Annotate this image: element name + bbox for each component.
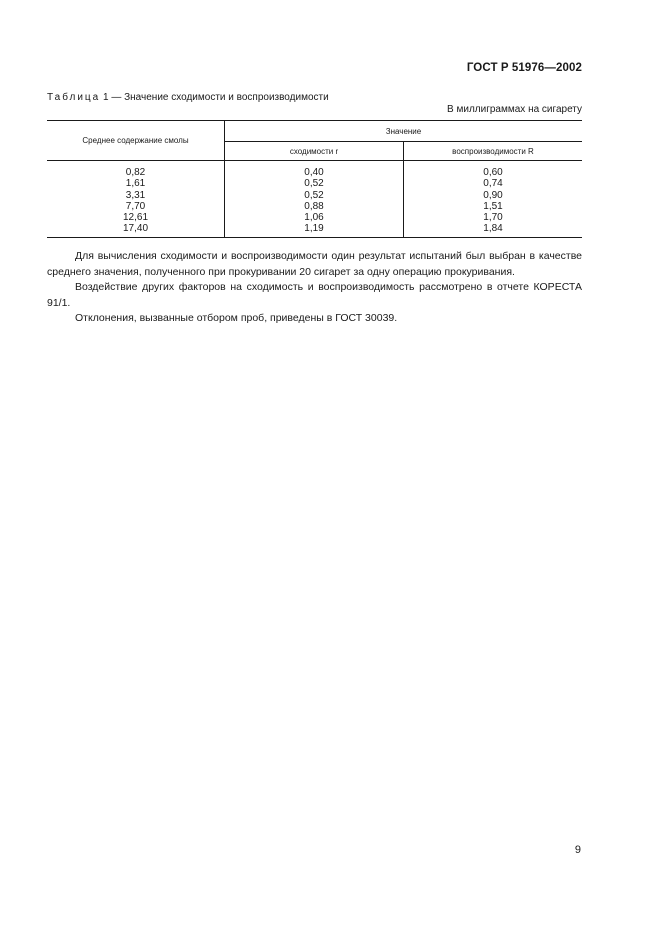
- page-number: 9: [574, 844, 581, 856]
- table-caption-label: Таблица: [47, 92, 101, 103]
- cell-R: 0,90: [404, 190, 583, 201]
- cell-R: 1,51: [404, 201, 583, 212]
- cell-r: 0,52: [225, 190, 404, 201]
- cell-r: 0,40: [225, 161, 404, 179]
- cell-tar: 3,31: [47, 190, 225, 201]
- table-row: [47, 178, 582, 189]
- cell-r: 1,06: [225, 212, 404, 223]
- paragraph: Воздействие других факторов на сходимость и воспроизводимость рассмотрено в отчете КОРЕСТА 91/1.: [47, 281, 582, 309]
- cell-tar: 1,61: [47, 178, 225, 189]
- cell-R: 1,84: [404, 223, 583, 237]
- paragraph: Отклонения, вызванные отбором проб, приведены в ГОСТ 30039.: [75, 312, 398, 324]
- cell-R: 0,74: [404, 178, 583, 189]
- document-code: ГОСТ Р 51976—2002: [466, 62, 582, 74]
- repeatability-table: [47, 120, 582, 238]
- header-reproducibility: воспроизводимости R: [404, 142, 583, 161]
- cell-r: 0,52: [225, 178, 404, 189]
- units-note: В миллиграммах на сигарету: [447, 104, 582, 115]
- cell-R: 1,70: [404, 212, 583, 223]
- table-row: [47, 161, 582, 179]
- header-value: Значение: [225, 121, 583, 142]
- table-caption: [47, 92, 329, 103]
- table-row: [47, 201, 582, 212]
- cell-r: 0,88: [225, 201, 404, 212]
- table-caption-title: 1 — Значение сходимости и воспроизводимости: [103, 92, 329, 103]
- cell-tar: 0,82: [47, 161, 225, 179]
- cell-r: 1,19: [225, 223, 404, 237]
- table-row: [47, 190, 582, 201]
- header-repeatability: сходимости r: [225, 142, 404, 161]
- table-row: [47, 212, 582, 223]
- cell-tar: 12,61: [47, 212, 225, 223]
- cell-R: 0,60: [404, 161, 583, 179]
- cell-tar: 7,70: [47, 201, 225, 212]
- paragraph: Для вычисления сходимости и воспроизводимости один результат испытаний был выбран в качестве среднего значения, полученного при прокуривании 20 сигарет за одну операцию прокуривания.: [47, 250, 582, 278]
- body-text: [47, 249, 582, 327]
- header-tar-content: Среднее содержание смолы: [47, 121, 225, 161]
- table-row: [47, 223, 582, 237]
- cell-tar: 17,40: [47, 223, 225, 237]
